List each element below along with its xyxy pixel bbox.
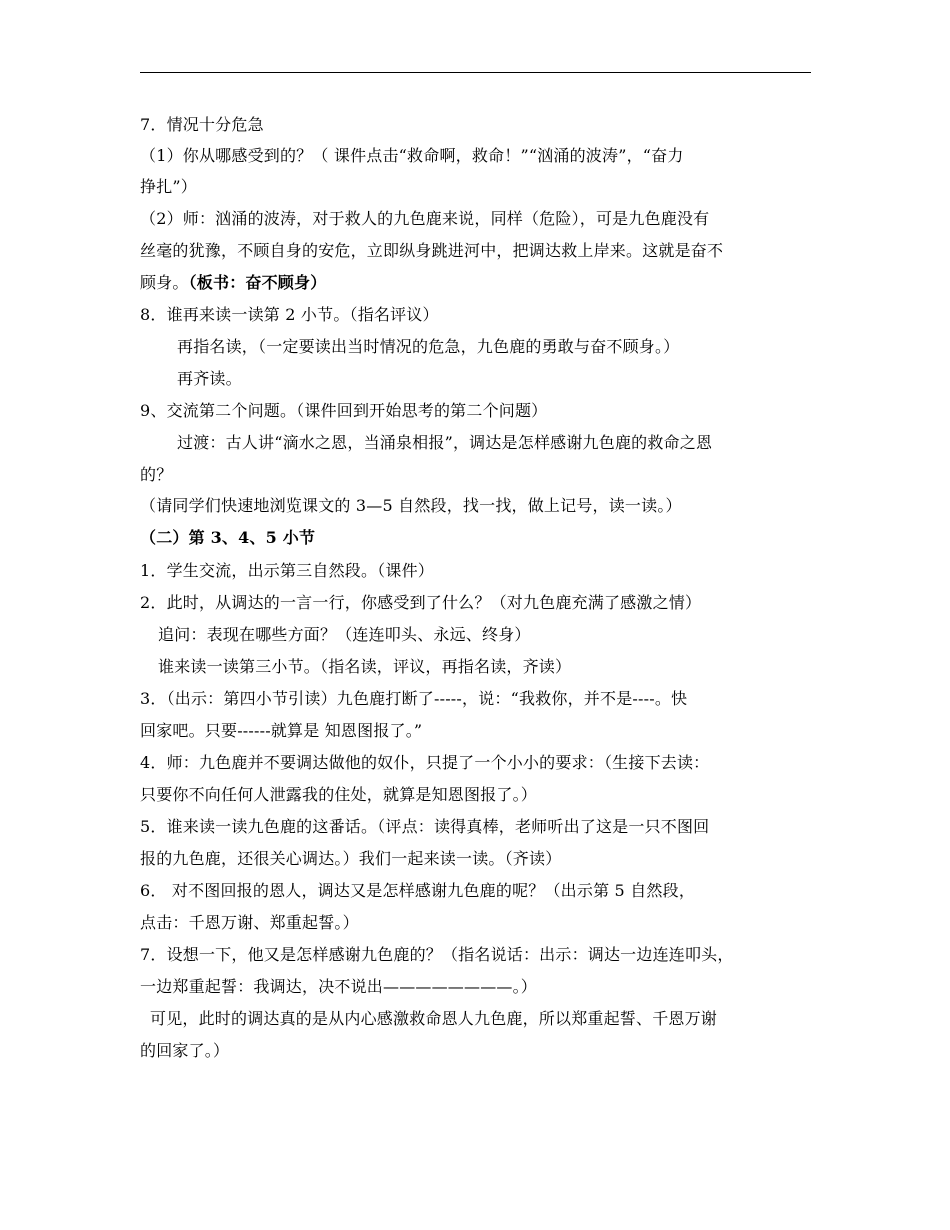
text-line: 点击：千恩万谢、郑重起誓。） xyxy=(140,913,359,932)
text-line: 3．（出示：第四小节引读）九色鹿打断了-----，说：“我救你，并不是----。快 xyxy=(140,689,688,708)
text-line: 过渡：古人讲“滴水之恩，当涌泉相报”，调达是怎样感谢九色鹿的救命之恩 xyxy=(177,433,713,452)
text-line: 4．师：九色鹿并不要调达做他的奴仆，只提了一个小小的要求：（生接下去读： xyxy=(140,753,710,772)
text-line: 5．谁来读一读九色鹿的这番话。（评点：读得真棒，老师听出了这是一只不图回 xyxy=(140,817,710,836)
text-line: 一边郑重起誓：我调达，决不说出————————。） xyxy=(140,977,538,996)
text-line-with-board-note xyxy=(140,273,326,293)
text-line: 7．情况十分危急 xyxy=(140,115,264,134)
text-line: 的回家了。） xyxy=(140,1041,230,1060)
text-line: 9、交流第二个问题。（课件回到开始思考的第二个问题） xyxy=(140,401,548,420)
text-line: 丝毫的犹豫，不顾自身的安危，立即纵身跳进河中，把调达救上岸来。这就是奋不 xyxy=(140,241,724,260)
text-line: 7．设想一下，他又是怎样感谢九色鹿的？（指名说话：出示：调达一边连连叩头， xyxy=(140,945,734,964)
text-line: 6． 对不图回报的恩人，调达又是怎样感谢九色鹿的呢？（出示第 5 自然段， xyxy=(140,881,696,900)
text-line: 回家吧。只要------就算是 知恩图报了。” xyxy=(140,721,423,740)
text-line: 的？ xyxy=(140,465,173,484)
text-line: 1．学生交流，出示第三自然段。（课件） xyxy=(140,561,434,580)
text-line: 只要你不向任何人泄露我的住处，就算是知恩图报了。） xyxy=(140,785,538,804)
text-line: 可见，此时的调达真的是从内心感激救命恩人九色鹿，所以郑重起誓、千恩万谢 xyxy=(150,1009,718,1028)
text-line: （2）师：汹涌的波涛，对于救人的九色鹿来说，同样（危险），可是九色鹿没有 xyxy=(140,209,710,228)
text-line: 追问：表现在哪些方面？（连连叩头、永远、终身） xyxy=(158,625,531,644)
header-rule xyxy=(140,72,811,73)
text-line: 挣扎”） xyxy=(140,177,197,196)
text-line: 2．此时，从调达的一言一行，你感受到了什么？（对九色鹿充满了感激之情） xyxy=(140,593,702,612)
text-line: 谁来读一读第三小节。（指名读，评议，再指名读，齐读） xyxy=(158,657,572,676)
text-line: 再指名读，（一定要读出当时情况的危急，九色鹿的勇敢与奋不顾身。） xyxy=(177,337,680,356)
section-heading: （二）第 3、4、5 小节 xyxy=(140,528,316,547)
text-line: 再齐读。 xyxy=(177,369,242,388)
text-line: （1）你从哪感受到的？（ 课件点击“救命啊，救命！”“汹涌的波涛”，“奋力 xyxy=(140,146,684,165)
text-line: （请同学们快速地浏览课文的 3—5 自然段，找一找，做上记号，读一读。） xyxy=(140,496,682,515)
text-segment: 顾身。 xyxy=(140,273,189,292)
text-line: 8．谁再来读一读第 2 小节。（指名评议） xyxy=(140,305,439,324)
text-line: 报的九色鹿，还很关心调达。）我们一起来读一读。（齐读） xyxy=(140,849,562,868)
board-note: （板书：奋不顾身） xyxy=(188,273,327,292)
